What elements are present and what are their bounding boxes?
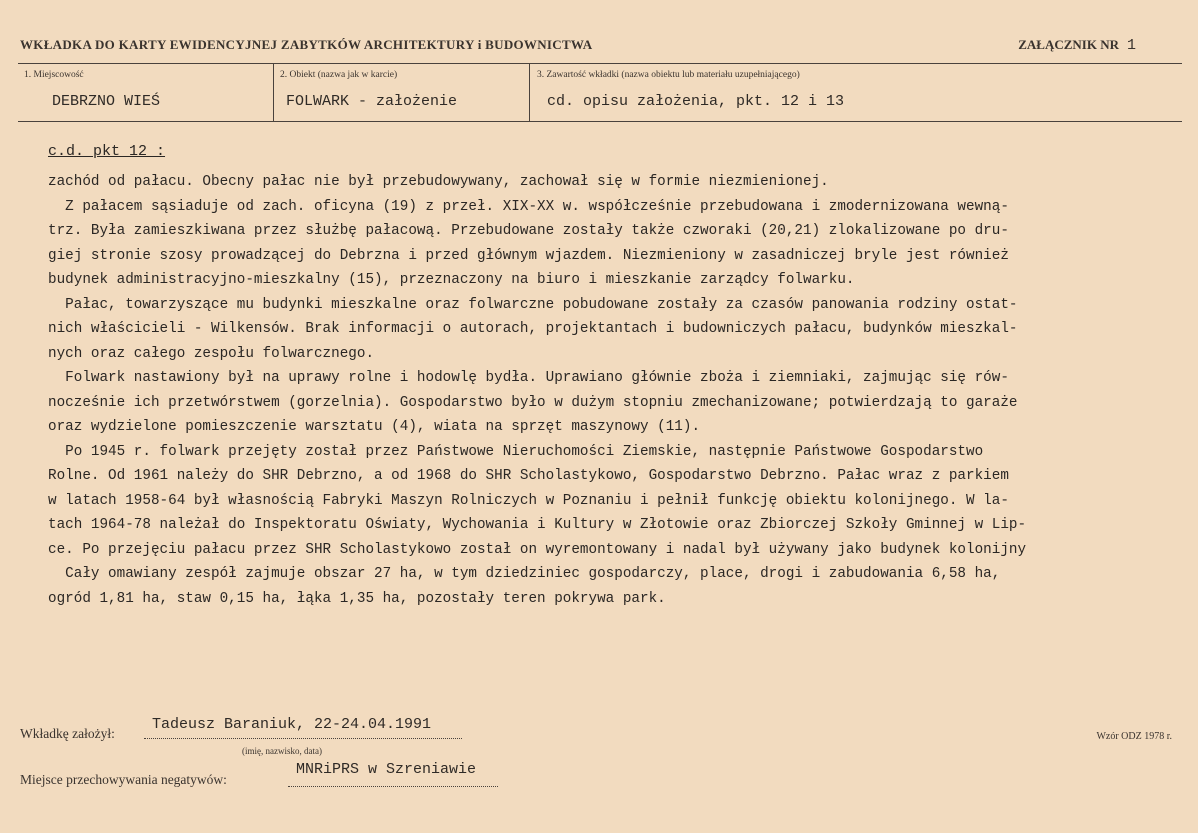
body-line: Po 1945 r. folwark przejęty został przez Państwowe Nieruchomości Ziemskie, następnie Państwowe Gospodarstwo <box>48 443 984 460</box>
annex-label <box>1018 37 1136 54</box>
table-bottom-rule <box>18 121 1182 122</box>
column-divider-2 <box>529 64 530 121</box>
locality-value: DEBRZNO WIEŚ <box>52 93 161 110</box>
negatives-value: MNRiPRS w Szreniawie <box>296 761 477 778</box>
body-line: Rolne. Od 1961 należy do SHR Debrzno, a od 1968 do SHR Scholastykowo, Gospodarstwo Debrzno. Pałac wraz z parkiem <box>48 468 1009 484</box>
object-label: 2. Obiekt (nazwa jak w karcie) <box>280 70 398 80</box>
body-line: nych oraz całego zespołu folwarcznego. <box>48 345 375 362</box>
author-hint: (imię, nazwisko, data) <box>242 746 322 756</box>
body-line: Cały omawiany zespół zajmuje obszar 27 ha, w tym dziedziniec gospodarczy, place, drogi i zabudowania 6,58 ha, <box>48 566 1001 582</box>
author-dotted-line <box>144 738 462 739</box>
content-value: cd. opisu założenia, pkt. 12 i 13 <box>547 93 845 110</box>
content-label: 3. Zawartość wkładki (nazwa obiektu lub materiału uzupełniającego) <box>537 70 800 80</box>
body-line: budynek administracyjno-mieszkalny (15), przeznaczony na biuro i mieszkanie zarządcy folwarku. <box>48 272 855 288</box>
body-line: giej stronie szosy prowadzącej do Debrzna i przed głównym wjazdem. Niezmieniony w zasadniczej bryle jest również <box>48 247 1009 264</box>
form-code: Wzór ODZ 1978 r. <box>1096 731 1172 742</box>
body-line: Folwark nastawiony był na uprawy rolne i hodowlę bydła. Uprawiano głównie zboża i ziemniaki, zajmując się rów- <box>48 370 1009 386</box>
annex-label-text: ZAŁĄCZNIK NR <box>1018 37 1119 52</box>
body-line: nocześnie ich przetwórstwem (gorzelnia). Gospodarstwo było w dużym stopniu zmechanizowane; potwierdzają to garaże <box>48 394 1018 411</box>
body-line: tach 1964-78 należał do Inspektoratu Oświaty, Wychowania i Kultury w Złotowie oraz Zbiorczej Szkoły Gminnej w Lip- <box>48 517 1027 533</box>
document-body <box>48 140 1193 611</box>
body-line: ogród 1,81 ha, staw 0,15 ha, łąka 1,35 ha, pozostały teren pokrywa park. <box>48 590 666 607</box>
document-title: WKŁADKA DO KARTY EWIDENCYJNEJ ZABYTKÓW ARCHITEKTURY i BUDOWNICTWA <box>20 37 593 52</box>
object-value: FOLWARK - założenie <box>286 93 458 110</box>
negatives-label: Miejsce przechowywania negatywów: <box>20 772 227 787</box>
body-line: Z pałacem sąsiaduje od zach. oficyna (19) z przeł. XIX-XX w. współcześnie przebudowana i zmodernizowana wewną- <box>48 198 1009 215</box>
body-line: zachód od pałacu. Obecny pałac nie był przebudowywany, zachował się w formie niezmienionej. <box>48 174 829 190</box>
column-divider-1 <box>273 64 274 121</box>
locality-label: 1. Miejscowość <box>24 70 84 80</box>
author-label: Wkładkę założył: <box>20 726 115 741</box>
negatives-dotted-line <box>288 786 498 787</box>
section-lead: c.d. pkt 12 : <box>48 143 166 160</box>
annex-number: 1 <box>1126 37 1136 54</box>
body-line: nich właścicieli - Wilkensów. Brak informacji o autorach, projektantach i budowniczych pałacu, budynków mieszkal- <box>48 321 1018 337</box>
table-top-rule <box>18 63 1182 64</box>
body-line: ce. Po przejęciu pałacu przez SHR Scholastykowo został on wyremontowany i nadal był używany jako budynek kolonijny <box>48 541 1027 558</box>
body-line: trz. Była zamieszkiwana przez służbę pałacową. Przebudowane zostały także czworaki (20,21) zlokalizowane po dru- <box>48 223 1009 239</box>
body-line: oraz wydzielone pomieszczenie warsztatu (4), wiata na sprzęt maszynowy (11). <box>48 419 701 435</box>
body-line: w latach 1958-64 był własnością Fabryki Maszyn Rolniczych w Poznaniu i pełnił funkcję obiektu kolonijnego. W la- <box>48 492 1009 509</box>
body-line: Pałac, towarzyszące mu budynki mieszkalne oraz folwarczne pobudowane zostały za czasów panowania rodziny ostat- <box>48 296 1018 313</box>
body-lines <box>48 170 1193 611</box>
author-value: Tadeusz Baraniuk, 22-24.04.1991 <box>152 716 432 733</box>
